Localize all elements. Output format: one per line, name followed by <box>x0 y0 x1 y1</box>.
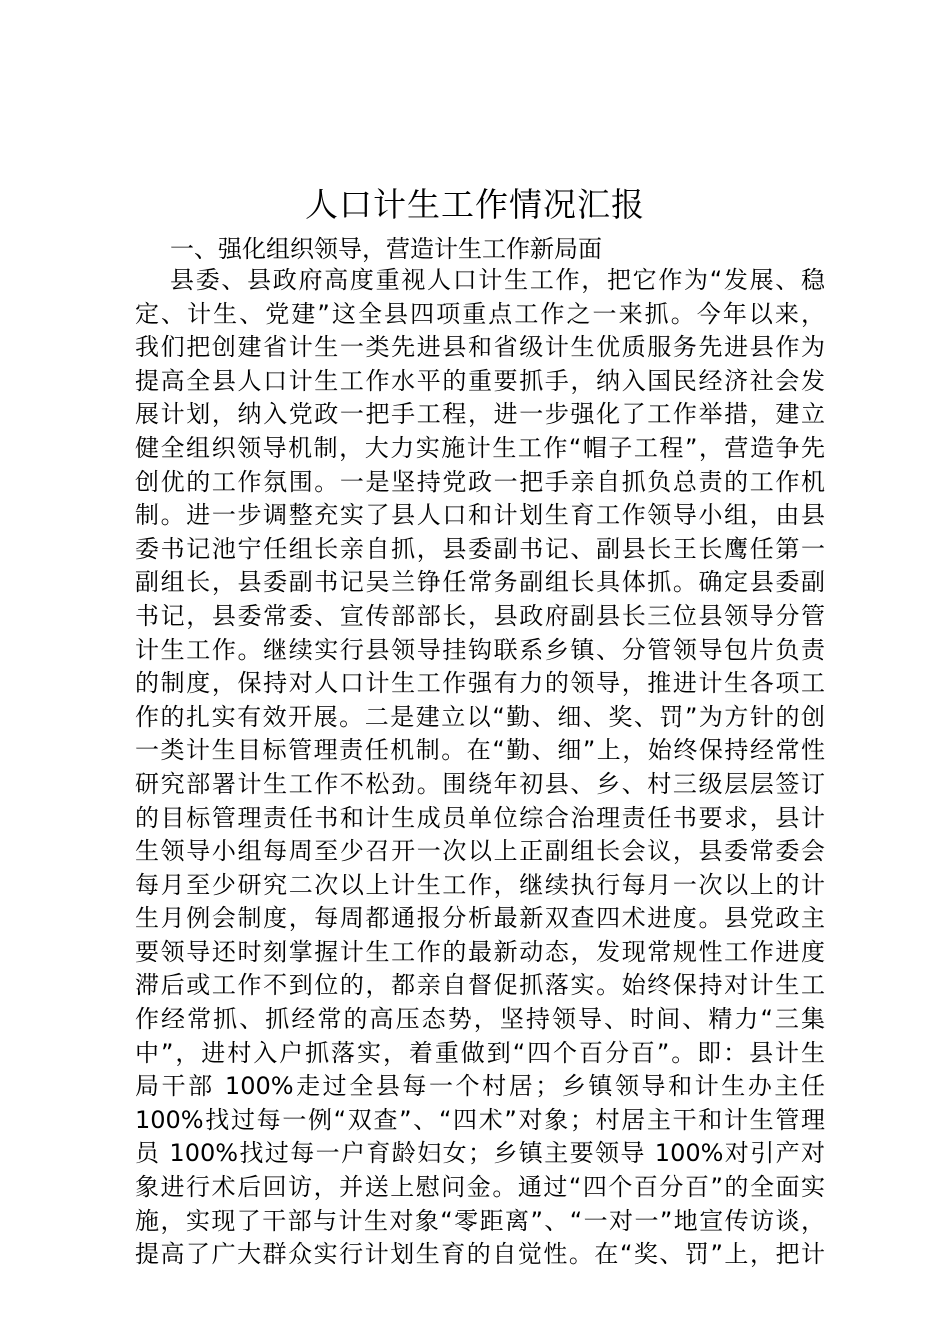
text-line: 员 100%找过每一户育龄妇女；乡镇主要领导 100%对引产对 <box>135 1139 825 1168</box>
text-line: 书记，县委常委、宣传部部长，县政府副县长三位县领导分管 <box>135 601 825 630</box>
text-line: 生月例会制度，每周都通报分析最新双查四术进度。县党政主 <box>135 904 825 933</box>
text-line: 施，实现了干部与计生对象“零距离”、“一对一”地宣传访谈， <box>135 1206 825 1235</box>
text-line: 100%找过每一例“双查”、“四术”对象；村居主干和计生管理 <box>135 1105 825 1134</box>
document-title: 人口计生工作情况汇报 <box>305 185 645 224</box>
text-line: 中”，进村入户抓落实，着重做到“四个百分百”。即：县计生 <box>135 1038 825 1067</box>
text-line: 要领导还时刻掌握计生工作的最新动态，发现常规性工作进度 <box>135 937 825 966</box>
text-line: 委书记池宁任组长亲自抓，县委副书记、副县长王长鹰任第一 <box>135 534 825 563</box>
text-line: 生领导小组每周至少召开一次以上正副组长会议，县委常委会 <box>135 837 825 866</box>
text-line: 一类计生目标管理责任机制。在“勤、细”上，始终保持经常性 <box>135 736 825 765</box>
text-line: 计生工作。继续实行县领导挂钩联系乡镇、分管领导包片负责 <box>135 635 825 664</box>
text-line: 提高了广大群众实行计划生育的自觉性。在“奖、罚”上，把计 <box>135 1240 825 1269</box>
text-line: 展计划，纳入党政一把手工程，进一步强化了工作举措，建立 <box>135 400 825 429</box>
text-line: 的目标管理责任书和计生成员单位综合治理责任书要求，县计 <box>135 803 825 832</box>
body-text <box>135 264 825 1272</box>
text-line: 研究部署计生工作不松劲。围绕年初县、乡、村三级层层签订 <box>135 769 825 798</box>
section-heading: 一、强化组织领导，营造计生工作新局面 <box>170 235 602 263</box>
text-line: 我们把创建省计生一类先进县和省级计生优质服务先进县作为 <box>135 333 825 362</box>
text-line: 每月至少研究二次以上计生工作，继续执行每月一次以上的计 <box>135 870 825 899</box>
text-line: 制。进一步调整充实了县人口和计划生育工作领导小组，由县 <box>135 501 825 530</box>
text-line: 作经常抓、抓经常的高压态势，坚持领导、时间、精力“三集 <box>135 1005 825 1034</box>
text-line: 象进行术后回访，并送上慰问金。通过“四个百分百”的全面实 <box>135 1173 825 1202</box>
text-line: 县委、县政府高度重视人口计生工作，把它作为“发展、稳 <box>170 266 825 294</box>
text-line: 创优的工作氛围。一是坚持党政一把手亲自抓负总责的工作机 <box>135 467 825 496</box>
text-line: 定、计生、党建”这全县四项重点工作之一来抓。今年以来， <box>135 299 825 328</box>
text-line: 作的扎实有效开展。二是建立以“勤、细、奖、罚”为方针的创 <box>135 702 825 731</box>
text-line: 提高全县人口计生工作水平的重要抓手，纳入国民经济社会发 <box>135 366 825 395</box>
text-line: 副组长，县委副书记吴兰铮任常务副组长具体抓。确定县委副 <box>135 568 825 597</box>
text-line: 的制度，保持对人口计生工作强有力的领导，推进计生各项工 <box>135 669 825 698</box>
text-line: 滞后或工作不到位的，都亲自督促抓落实。始终保持对计生工 <box>135 971 825 1000</box>
text-line: 健全组织领导机制，大力实施计生工作“帽子工程”，营造争先 <box>135 433 825 462</box>
text-line: 局干部 100%走过全县每一个村居；乡镇领导和计生办主任 <box>135 1072 825 1101</box>
